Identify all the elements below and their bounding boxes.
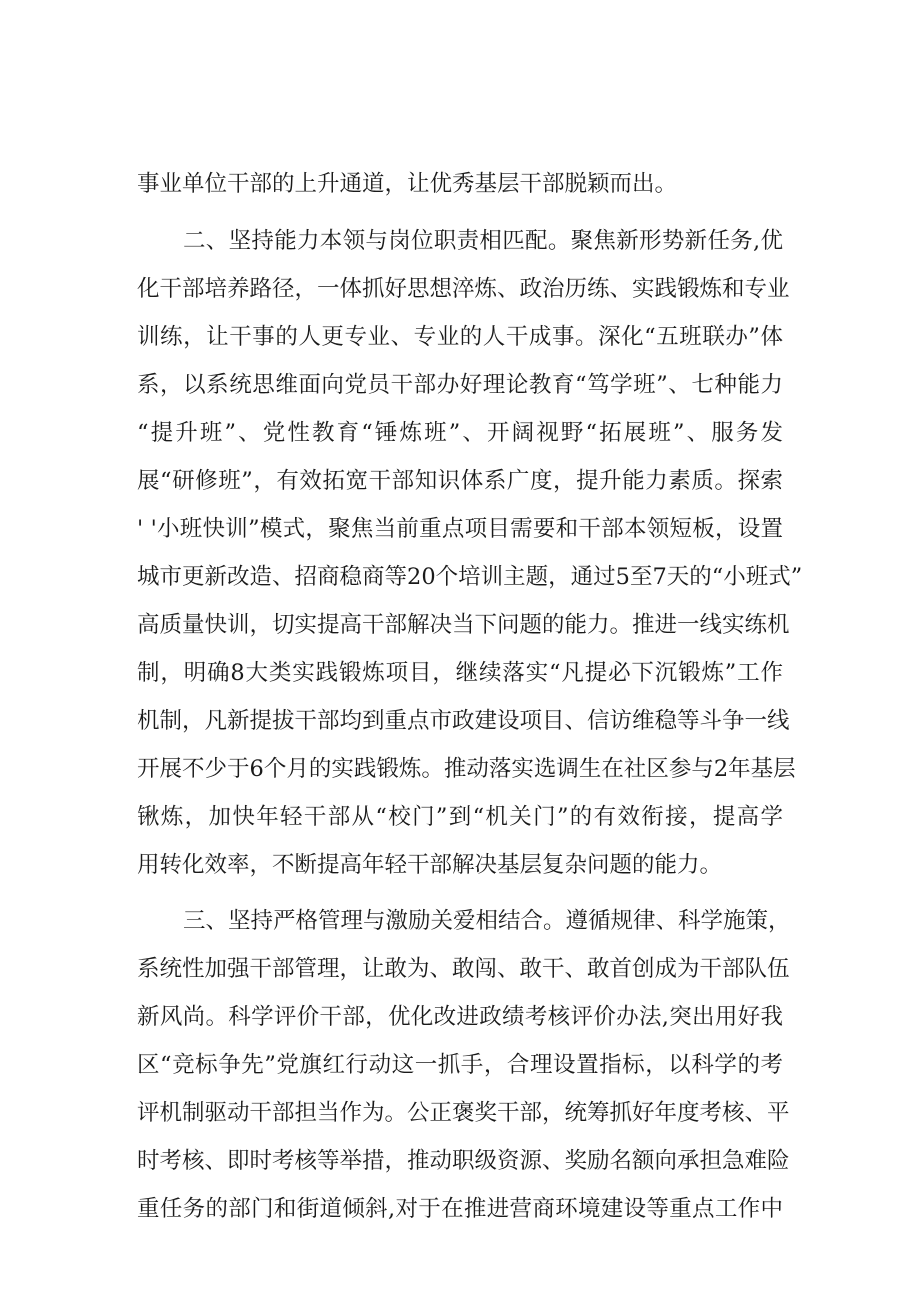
text-line: 城市更新改造、招商稳商等20个培训主题，通过5至7天的“小班式” bbox=[137, 564, 803, 590]
section-heading-line: 三、坚持严格管理与激励关爱相结合。遵循规律、科学施策， bbox=[183, 908, 791, 934]
text-line: 高质量快训，切实提高干部解决当下问题的能力。推进一线实练机 bbox=[137, 612, 790, 638]
text-line: 时考核、即时考核等举措，推动职级资源、奖励名额向承担急难险 bbox=[137, 1148, 790, 1174]
text-line: 系，以系统思维面向党员干部办好理论教育“笃学班”、七种能力 bbox=[137, 372, 783, 398]
text-line: “提升班”、党性教育“锤炼班”、开阔视野“拓展班”、服务发 bbox=[137, 420, 783, 446]
text-line: 机制，凡新提拔干部均到重点市政建设项目、信访维稳等斗争一线 bbox=[137, 708, 790, 734]
text-line: 用转化效率，不断提高年轻干部解决基层复杂问题的能力。 bbox=[137, 852, 723, 878]
text-line: 重任务的部门和街道倾斜,对于在推进营商环境建设等重点工作中 bbox=[137, 1196, 783, 1222]
text-line: 系统性加强干部管理，让敢为、敢闯、敢干、敢首创成为干部队伍 bbox=[137, 956, 790, 982]
text-line: 锹炼，加快年轻干部从“校门”到“机关门”的有效衔接，提高学 bbox=[137, 804, 783, 830]
text-line: 事业单位干部的上升通道，让优秀基层干部脱颖而出。 bbox=[137, 171, 678, 197]
text-line: 评机制驱动干部担当作为。公正褒奖干部，统筹抓好年度考核、平 bbox=[137, 1100, 790, 1126]
text-line: 展“研修班”，有效拓宽干部知识体系广度，提升能力素质。探索 bbox=[137, 468, 783, 494]
text-line: 制，明确8大类实践锻炼项目，继续落实“凡提必下沉锻炼”工作 bbox=[137, 660, 783, 686]
text-line: 开展不少于6个月的实践锻炼。推动落实选调生在社区参与2年基层 bbox=[137, 756, 796, 782]
text-line: 化干部培养路径，一体抓好思想淬炼、政治历练、实践锻炼和专业 bbox=[137, 276, 790, 302]
text-line: 新风尚。科学评价干部，优化改进政绩考核评价办法,突出用好我 bbox=[137, 1004, 783, 1030]
text-line: 区“竞标争先”党旗红行动这一抓手，合理设置指标，以科学的考 bbox=[137, 1052, 783, 1078]
text-line: ' '小班快训”模式，聚焦当前重点项目需要和干部本领短板，设置 bbox=[137, 516, 783, 542]
text-line: 训练，让干事的人更专业、专业的人干成事。深化“五班联办”体 bbox=[137, 324, 783, 350]
section-heading-line: 二、坚持能力本领与岗位职责相匹配。聚焦新形势新任务,优 bbox=[183, 228, 783, 254]
